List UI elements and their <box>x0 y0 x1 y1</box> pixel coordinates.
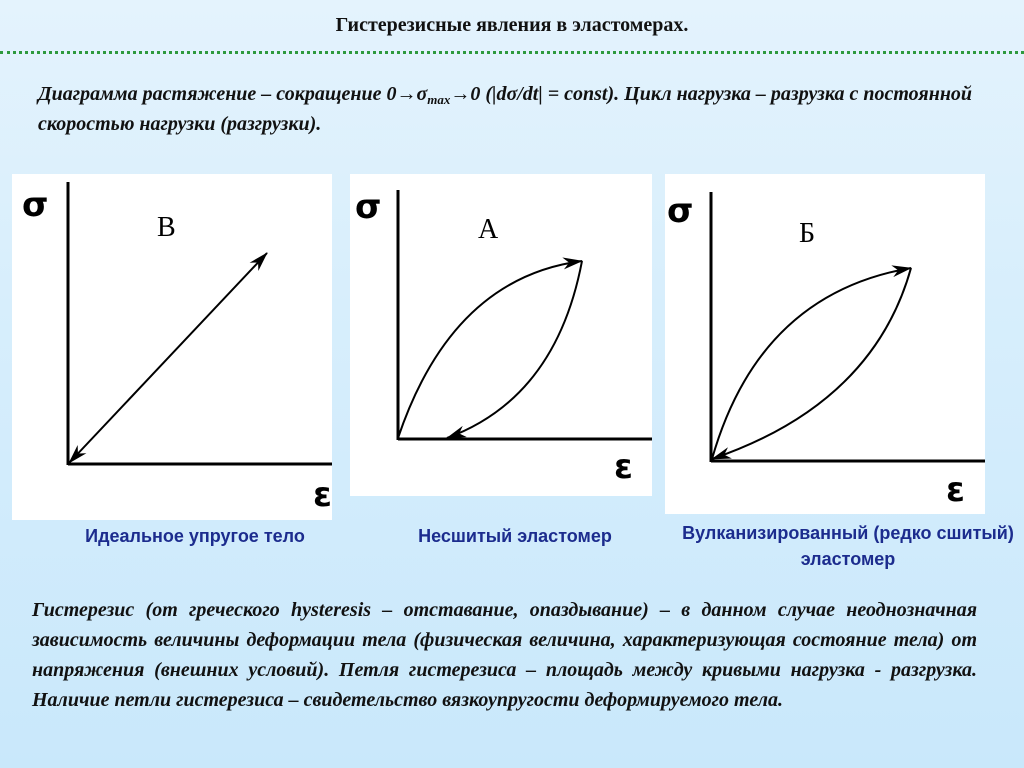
curve-label: А <box>478 214 499 245</box>
caption-ideal-elastic: Идеальное упругое тело <box>85 526 305 546</box>
arrow-right-symbol: → <box>396 83 417 105</box>
loading-curve <box>398 261 582 438</box>
hysteresis-definition: Гистерезис (от греческого hysteresis – отставание, опаздывание) – в данном случае неоднозначная зависимость величины деформации тела (физическая величина, характеризующая состояние тела) от напряжения (внешних условий). Петля гистерезиса – площадь между кривыми нагрузка - разгрузка. Наличие петли гистерезиса – свидетельство вязкоупругости деформируемого тела. <box>32 599 977 711</box>
diagram-vulcanized <box>665 174 985 514</box>
unloading-curve <box>712 268 911 459</box>
diagram-ideal-elastic <box>12 174 332 520</box>
sigma-axis-label: σ <box>22 185 49 225</box>
sigma-axis-label: σ <box>355 187 382 227</box>
sigma-symbol: σ <box>506 83 518 105</box>
title-divider <box>0 51 1024 54</box>
loading-curve <box>712 268 911 459</box>
epsilon-axis-label: ε <box>946 470 965 510</box>
intro-text: Диаграмма растяжение – сокращение $0\to\sigma_{max}\to 0$ (|dσ/dt| = const). Цикл нагрузка – разрузка с постоянной скоростью нагрузки (разгрузки). <box>38 83 973 135</box>
max-subscript: max <box>427 92 451 107</box>
diagram-uncrosslinked <box>350 174 652 496</box>
uncrosslinked-plot <box>350 174 652 496</box>
epsilon-axis-label: ε <box>313 475 332 515</box>
vulcanized-plot <box>665 174 985 514</box>
caption-vulcanized: Вулканизированный (редко сшитый) эластомер <box>682 523 1014 569</box>
curve-label: В <box>157 212 176 243</box>
curve-label: Б <box>799 218 816 249</box>
unloading-curve <box>447 261 582 438</box>
ideal-elastic-plot <box>12 174 332 520</box>
sigma-symbol: σ <box>416 83 428 105</box>
loading-unloading-line <box>69 253 267 463</box>
arrow-right-symbol: → <box>450 83 471 105</box>
caption-uncrosslinked: Несшитый эластомер <box>418 526 612 546</box>
sigma-axis-label: σ <box>667 191 694 231</box>
epsilon-axis-label: ε <box>614 447 633 487</box>
slide-title: Гистерезисные явления в эластомерах. <box>335 14 689 36</box>
